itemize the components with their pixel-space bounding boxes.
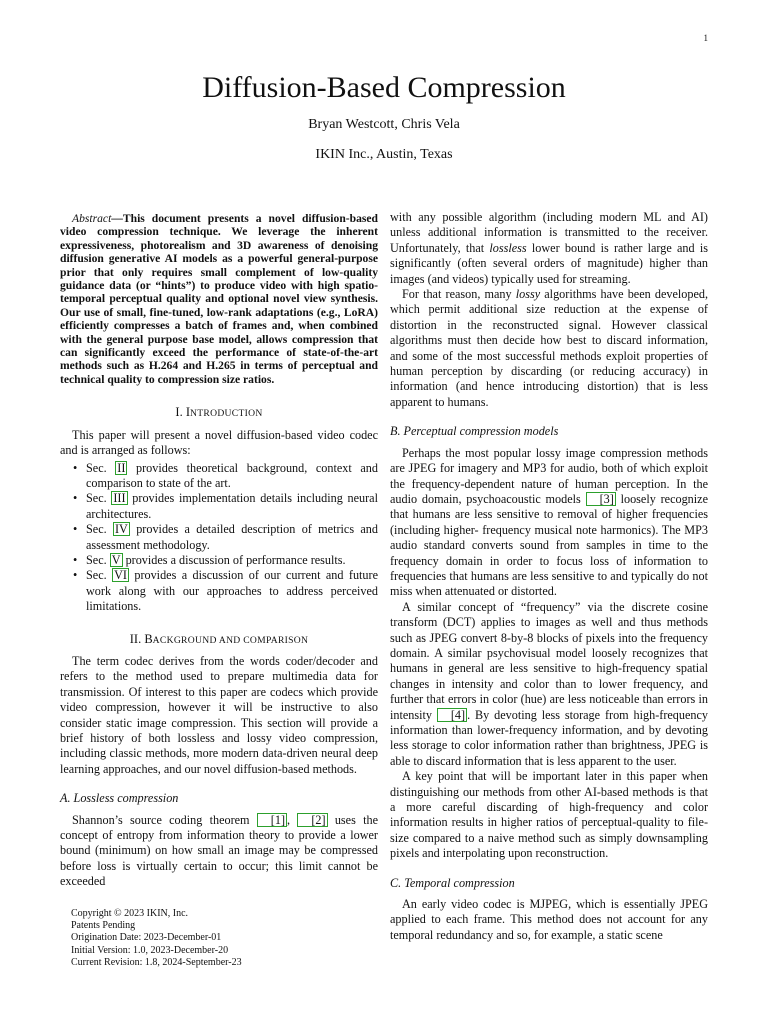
left-column (60, 212, 378, 890)
temporal-paragraph: An early video codec is MJPEG, which is essentially JPEG applied to each frame. This method does not account for any temporal redundancy and so, for example, a static scene (390, 897, 708, 942)
lossy-paragraph: For that reason, many lossy algorithms have been developed, which permit additional size reduction at the expense of distortion in the reconstructed signal. However classical algorithms must then decide how best to discard information, and some of the most successful methods exploit properties of human perception by discarding (or reducing accuracy) in information (and hence introducing distortion) that is less apparent to humans. (390, 287, 708, 409)
footer-line: Origination Date: 2023-December-01 (71, 932, 222, 944)
right-column (390, 210, 708, 943)
subsection-heading-temporal: C. Temporal compression (390, 875, 515, 890)
perceptual-paragraph-2: A similar concept of “frequency” via the discrete cosine transform (DCT) applies to images as well and thus methods such as JPEG convert 8-by-8 blocks of pixels into the frequency domain. A similar psychovisual model loosely recognizes that humans in general are less sensitive to high-frequency spatial changes in intensity and color than to lower frequency, and further that errors in color (hue) are less noticeable than errors in intensity [4] . By devoting less storage from high-frequency information than lower-frequency information, and by devoting less storage to color information rather than brightness, JPEG is able to discard information that is less apparent to the user. (390, 599, 708, 768)
abstract-dash: — (111, 212, 123, 225)
section-heading-introduction: I. INTRODUCTION (175, 405, 263, 420)
section-list (60, 461, 378, 615)
citation-link[interactable]: [2] (297, 813, 327, 827)
list-item: • Sec. V provides a discussion of performance results. (86, 553, 378, 568)
list-item: • Sec. IV provides a detailed description of metrics and assessment methodology. (86, 522, 378, 553)
citation-link[interactable]: [1] (257, 813, 287, 827)
footer-line: Current Revision: 1.8, 2024-September-23 (71, 956, 242, 968)
paper-affiliation: IKIN Inc., Austin, Texas (315, 147, 453, 162)
section-link[interactable]: II (117, 460, 126, 475)
footer-line: Copyright © 2023 IKIN, Inc. (71, 908, 189, 919)
intro-paragraph: This paper will present a novel diffusion-based video codec and is arranged as follows: (60, 427, 378, 458)
page-number: 1 (703, 33, 708, 43)
list-item: • Sec. II provides theoretical background, context and comparison to state of the art. (86, 461, 378, 492)
lossless-continued: with any possible algorithm (including modern ML and AI) unless additional information is transmitted to the receiver. Unfortunately, that lossless lower bound is rather large and is significantly (often several orders of magnitude) higher than images (and videos) typically used for streaming. (390, 210, 708, 286)
perceptual-paragraph-1: Perhaps the most popular lossy image compression methods are JPEG for imagery and MP3 for audio, both of which exploit the frequency-dependent nature of human perception. In the audio domain, psychoacoustic models [3] loosely recognize that humans are less sensitive to removal of higher frequencies (including higher- frequency musical note harmonics). The MP3 audio standard converts sound from samples in time to the frequency domain in order to focus loss of information to frequencies that humans are less sensitive to and typically do not miss when attenuated or distorted. (390, 445, 708, 599)
section-heading-background: II. BACKGROUND AND COMPARISON (129, 631, 309, 646)
paper-title: Diffusion-Based Compression (202, 71, 566, 104)
abstract-label: Abstract (72, 212, 112, 225)
perceptual-paragraph-3: A key point that will be important later in this paper when distinguishing our methods from other AI-based methods is that a more careful discarding of high-frequency and color information results in higher ratios of perceptual-quality to file-size compared to a naive method such as simply downsampling pixels and interpolating upon reconstruction. (390, 769, 708, 861)
lossless-paragraph: Shannon’s source coding theorem [1] , [2] uses the concept of entropy from information theory to provide a lower bound (minimum) on how small an image may be compressed before loss is virtually certain to occur; this limit cannot be exceeded (60, 812, 378, 889)
list-item: • Sec. III provides implementation details including neural architectures. (86, 491, 378, 522)
section-link[interactable]: V (111, 552, 121, 567)
citation-link[interactable]: [4] (437, 708, 467, 722)
section-link[interactable]: VI (114, 568, 127, 583)
list-item: • Sec. VI provides a discussion of our current and future work along with our approaches to address perceived limitations. (86, 568, 378, 614)
subsection-heading-perceptual: B. Perceptual compression models (390, 424, 559, 439)
section-link[interactable]: IV (115, 522, 128, 537)
copyright-footer (71, 908, 371, 969)
abstract-text: This document presents a novel diffusion-based video compression technique. We leverage the inherent expressiveness, photorealism and 3D awareness of denoising diffusion generative AI models as a powerful general-purpose prior that only requires small complement of low-quality guidance data (or “hints”) to produce video with high spatio-temporal perceptual quality and optional novel view synthesis. Our use of small, fine-tuned, low-rank adaptations (e.g., LoRA) efficiently compresses a batch of frames and, when combined with the general purpose base model, allows compression that can significantly exceed the performance of state-of-the-art methods such as H.264 and H.265 in terms of perceptual and technical quality to compression size ratios. (60, 212, 378, 386)
paper-authors: Bryan Westcott, Chris Vela (308, 117, 460, 132)
abstract (60, 212, 378, 386)
citation-link[interactable]: [3] (586, 492, 616, 506)
subsection-heading-lossless: A. Lossless compression (60, 791, 179, 806)
footer-line: Initial Version: 1.0, 2023-December-20 (71, 944, 229, 956)
section-link[interactable]: III (113, 491, 126, 506)
footer-line: Patents Pending (71, 920, 136, 932)
background-paragraph: The term codec derives from the words coder/decoder and refers to the method used to prepare multimedia data for transmission. Of interest to this paper are codecs which provide video compression, however it will be instructive to also consider static image compression. This section will provide a brief history of both lossless and lossy video compression, including classic methods, more modern data-driven neural deep learning approaches, and our novel diffusion-based methods. (60, 653, 378, 776)
